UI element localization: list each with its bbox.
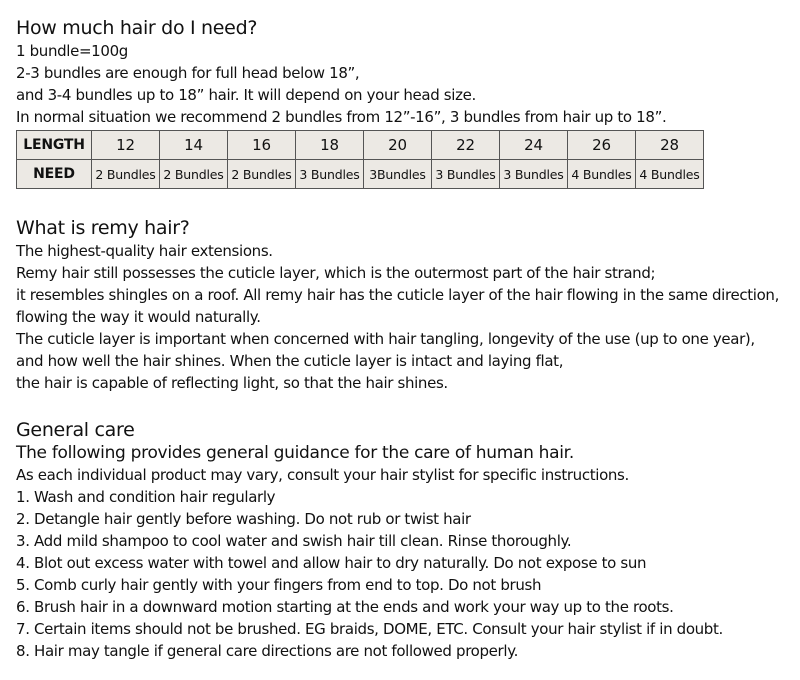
section-title-hair-needed: How much hair do I need? — [16, 17, 258, 39]
section-title-remy-hair: What is remy hair? — [16, 217, 190, 239]
table-cell-length: 20 — [364, 131, 432, 160]
text-line: In normal situation we recommend 2 bundles from 12”-16”, 3 bundles from hair up to 18”. — [16, 108, 667, 126]
care-step: 5. Comb curly hair gently with your fingers from end to top. Do not brush — [16, 576, 542, 594]
section-spacer — [16, 394, 796, 418]
care-step: 1. Wash and condition hair regularly — [16, 488, 276, 506]
text-line: Remy hair still possesses the cuticle layer, which is the outermost part of the hair strand; — [16, 264, 656, 282]
table-cell-need: 4 Bundles — [636, 160, 704, 189]
table-header-length: LENGTH — [17, 131, 92, 160]
table-cell-need: 3Bundles — [364, 160, 432, 189]
care-step: 2. Detangle hair gently before washing. Do not rub or twist hair — [16, 510, 471, 528]
text-line: The highest-quality hair extensions. — [16, 242, 273, 260]
table-cell-length: 28 — [636, 131, 704, 160]
text-line: and how well the hair shines. When the cuticle layer is intact and laying flat, — [16, 352, 564, 370]
table-cell-need: 4 Bundles — [568, 160, 636, 189]
care-step: 3. Add mild shampoo to cool water and swish hair till clean. Rinse thoroughly. — [16, 532, 572, 550]
section-spacer — [16, 189, 796, 216]
section-subtitle: The following provides general guidance for the care of human hair. — [16, 443, 574, 463]
care-step: 7. Certain items should not be brushed. EG braids, DOME, ETC. Consult your hair stylist if in doubt. — [16, 620, 723, 638]
table-cell-length: 22 — [432, 131, 500, 160]
text-line: 2-3 bundles are enough for full head below 18”, — [16, 64, 360, 82]
table-cell-need: 3 Bundles — [432, 160, 500, 189]
text-line: flowing the way it would naturally. — [16, 308, 261, 326]
table-cell-length: 24 — [500, 131, 568, 160]
care-step: 4. Blot out excess water with towel and allow hair to dry naturally. Do not expose to sun — [16, 554, 647, 572]
table-cell-need: 3 Bundles — [500, 160, 568, 189]
text-line: 1 bundle=100g — [16, 42, 128, 60]
text-line: the hair is capable of reflecting light, so that the hair shines. — [16, 374, 448, 392]
table-cell-length: 18 — [296, 131, 364, 160]
document-page — [16, 16, 796, 662]
table-cell-need: 2 Bundles — [92, 160, 160, 189]
table-header-need: NEED — [17, 160, 92, 189]
table-row-need — [17, 160, 704, 189]
care-step: 6. Brush hair in a downward motion starting at the ends and work your way up to the roots. — [16, 598, 674, 616]
table-cell-need: 2 Bundles — [160, 160, 228, 189]
table-cell-need: 2 Bundles — [228, 160, 296, 189]
length-bundle-table — [16, 130, 704, 189]
text-line: it resembles shingles on a roof. All remy hair has the cuticle layer of the hair flowing in the same direction, — [16, 286, 779, 304]
text-line: and 3-4 bundles up to 18” hair. It will depend on your head size. — [16, 86, 476, 104]
table-row-length — [17, 131, 704, 160]
table-cell-length: 26 — [568, 131, 636, 160]
table-cell-length: 14 — [160, 131, 228, 160]
text-line: As each individual product may vary, consult your hair stylist for specific instructions. — [16, 466, 629, 484]
table-cell-length: 12 — [92, 131, 160, 160]
table-cell-length: 16 — [228, 131, 296, 160]
section-title-general-care: General care — [16, 419, 135, 441]
table-cell-need: 3 Bundles — [296, 160, 364, 189]
care-step: 8. Hair may tangle if general care directions are not followed properly. — [16, 642, 518, 660]
text-line: The cuticle layer is important when concerned with hair tangling, longevity of the use (up to one year), — [16, 330, 755, 348]
